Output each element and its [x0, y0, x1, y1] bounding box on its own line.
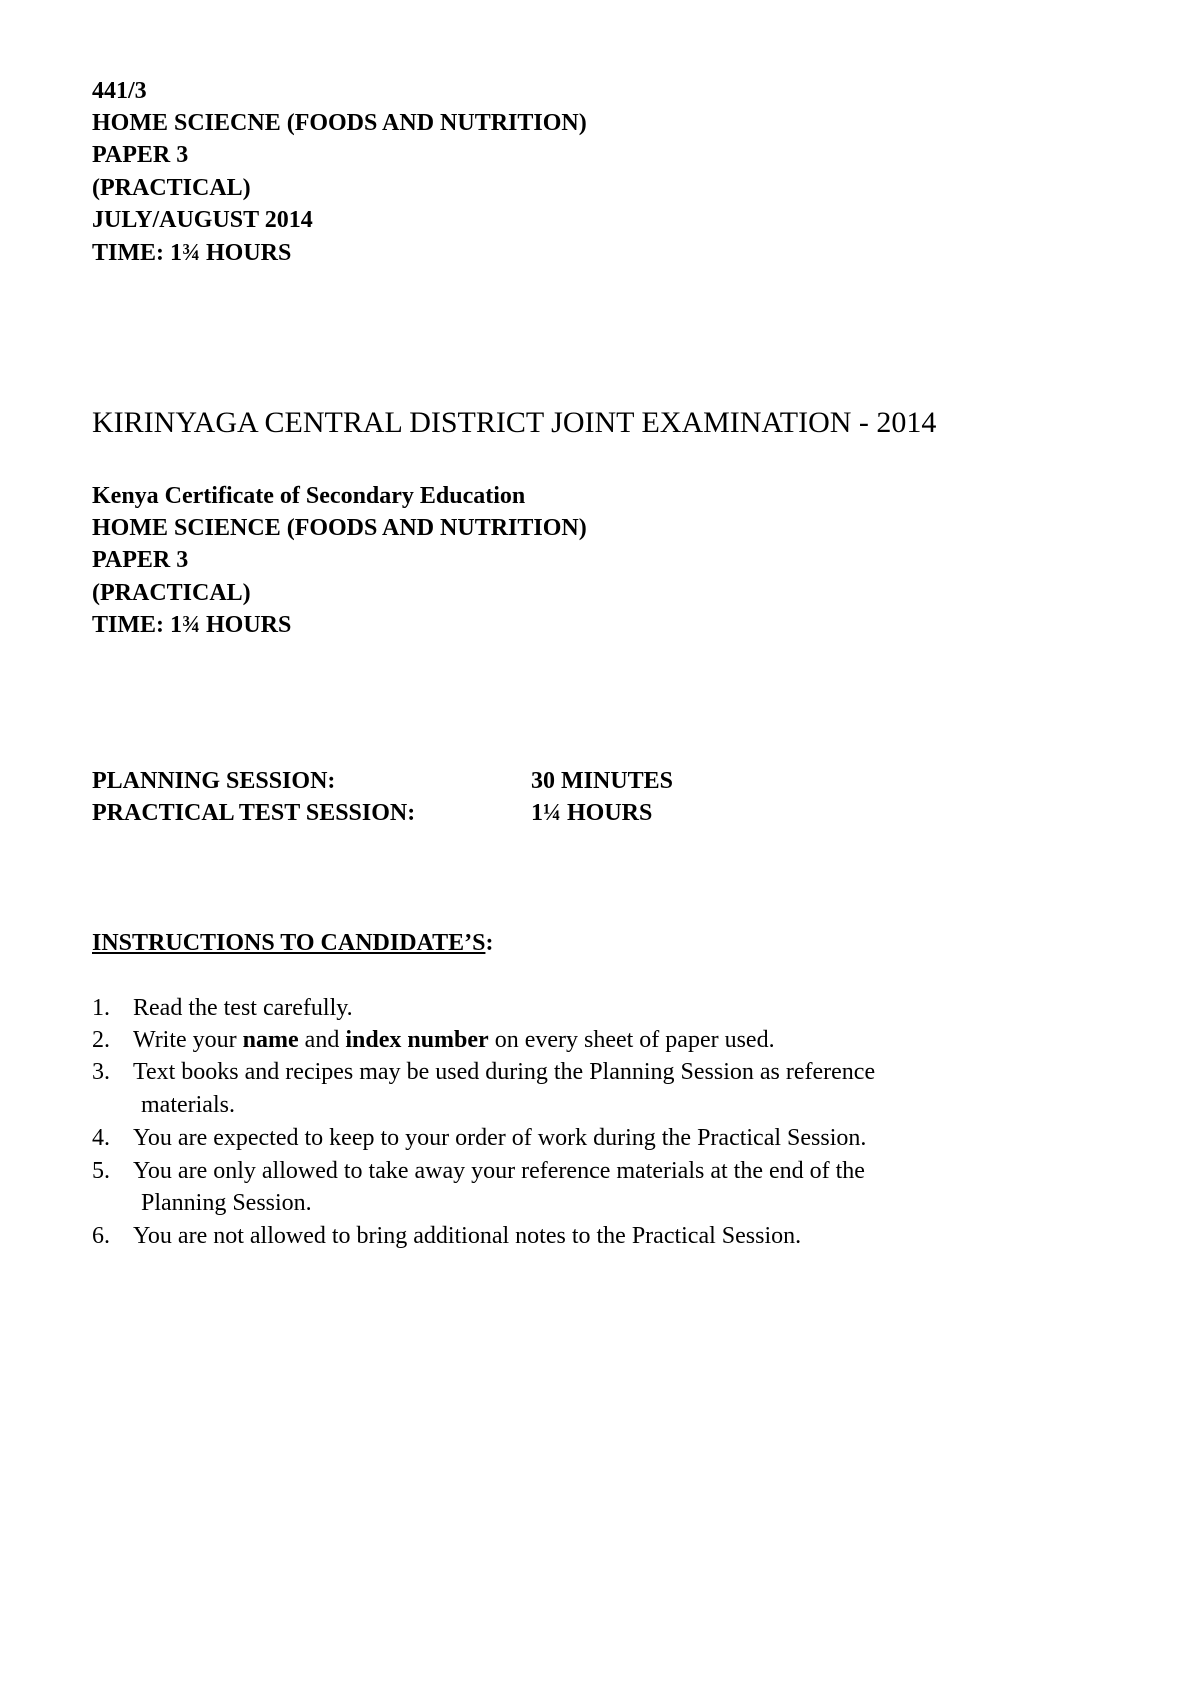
instructions-heading-colon: :: [485, 930, 494, 956]
paper-code: 441/3: [92, 78, 147, 104]
list-item-number: 3.: [92, 1059, 110, 1085]
header-paper: PAPER 3: [92, 142, 189, 168]
list-item-bold-index: index number: [345, 1027, 489, 1053]
practical-session-label: PRACTICAL TEST SESSION:: [92, 800, 416, 826]
list-item: [133, 1025, 775, 1055]
list-item-number: 2.: [92, 1027, 110, 1053]
kcse-title: Kenya Certificate of Secondary Education: [92, 483, 526, 509]
header-date: JULY/AUGUST 2014: [92, 207, 313, 233]
body-paper: PAPER 3: [92, 547, 189, 573]
list-item: Text books and recipes may be used during the Planning Session as reference: [133, 1059, 876, 1085]
planning-session-value: 30 MINUTES: [531, 768, 674, 794]
planning-session-label: PLANNING SESSION:: [92, 768, 336, 794]
list-item-text: and: [298, 1027, 346, 1053]
list-item-number: 1.: [92, 995, 110, 1021]
list-item: You are only allowed to take away your reference materials at the end of the: [133, 1158, 865, 1184]
list-item-number: 5.: [92, 1158, 110, 1184]
exam-title: KIRINYAGA CENTRAL DISTRICT JOINT EXAMINATION - 2014: [92, 406, 937, 439]
list-item-number: 4.: [92, 1125, 110, 1151]
body-type: (PRACTICAL): [92, 580, 251, 606]
body-subject: HOME SCIENCE (FOODS AND NUTRITION): [92, 515, 587, 541]
body-time: TIME: 1¾ HOURS: [92, 612, 292, 638]
list-item-text: Write your: [133, 1027, 243, 1053]
header-subject: HOME SCIECNE (FOODS AND NUTRITION): [92, 110, 587, 136]
list-item-continuation: Planning Session.: [141, 1190, 312, 1216]
instructions-heading-text: INSTRUCTIONS TO CANDIDATE’S: [92, 930, 486, 956]
list-item-continuation: materials.: [141, 1092, 235, 1118]
instructions-heading: [92, 928, 493, 958]
list-item: You are not allowed to bring additional notes to the Practical Session.: [133, 1223, 802, 1249]
list-item: You are expected to keep to your order of work during the Practical Session.: [133, 1125, 867, 1151]
list-item-bold-name: name: [242, 1027, 299, 1053]
list-item-text: on every sheet of paper used.: [488, 1027, 775, 1053]
practical-session-value: 1¼ HOURS: [531, 800, 653, 826]
header-type: (PRACTICAL): [92, 175, 251, 201]
list-item: Read the test carefully.: [133, 995, 353, 1021]
list-item-number: 6.: [92, 1223, 110, 1249]
header-time: TIME: 1¾ HOURS: [92, 240, 292, 266]
